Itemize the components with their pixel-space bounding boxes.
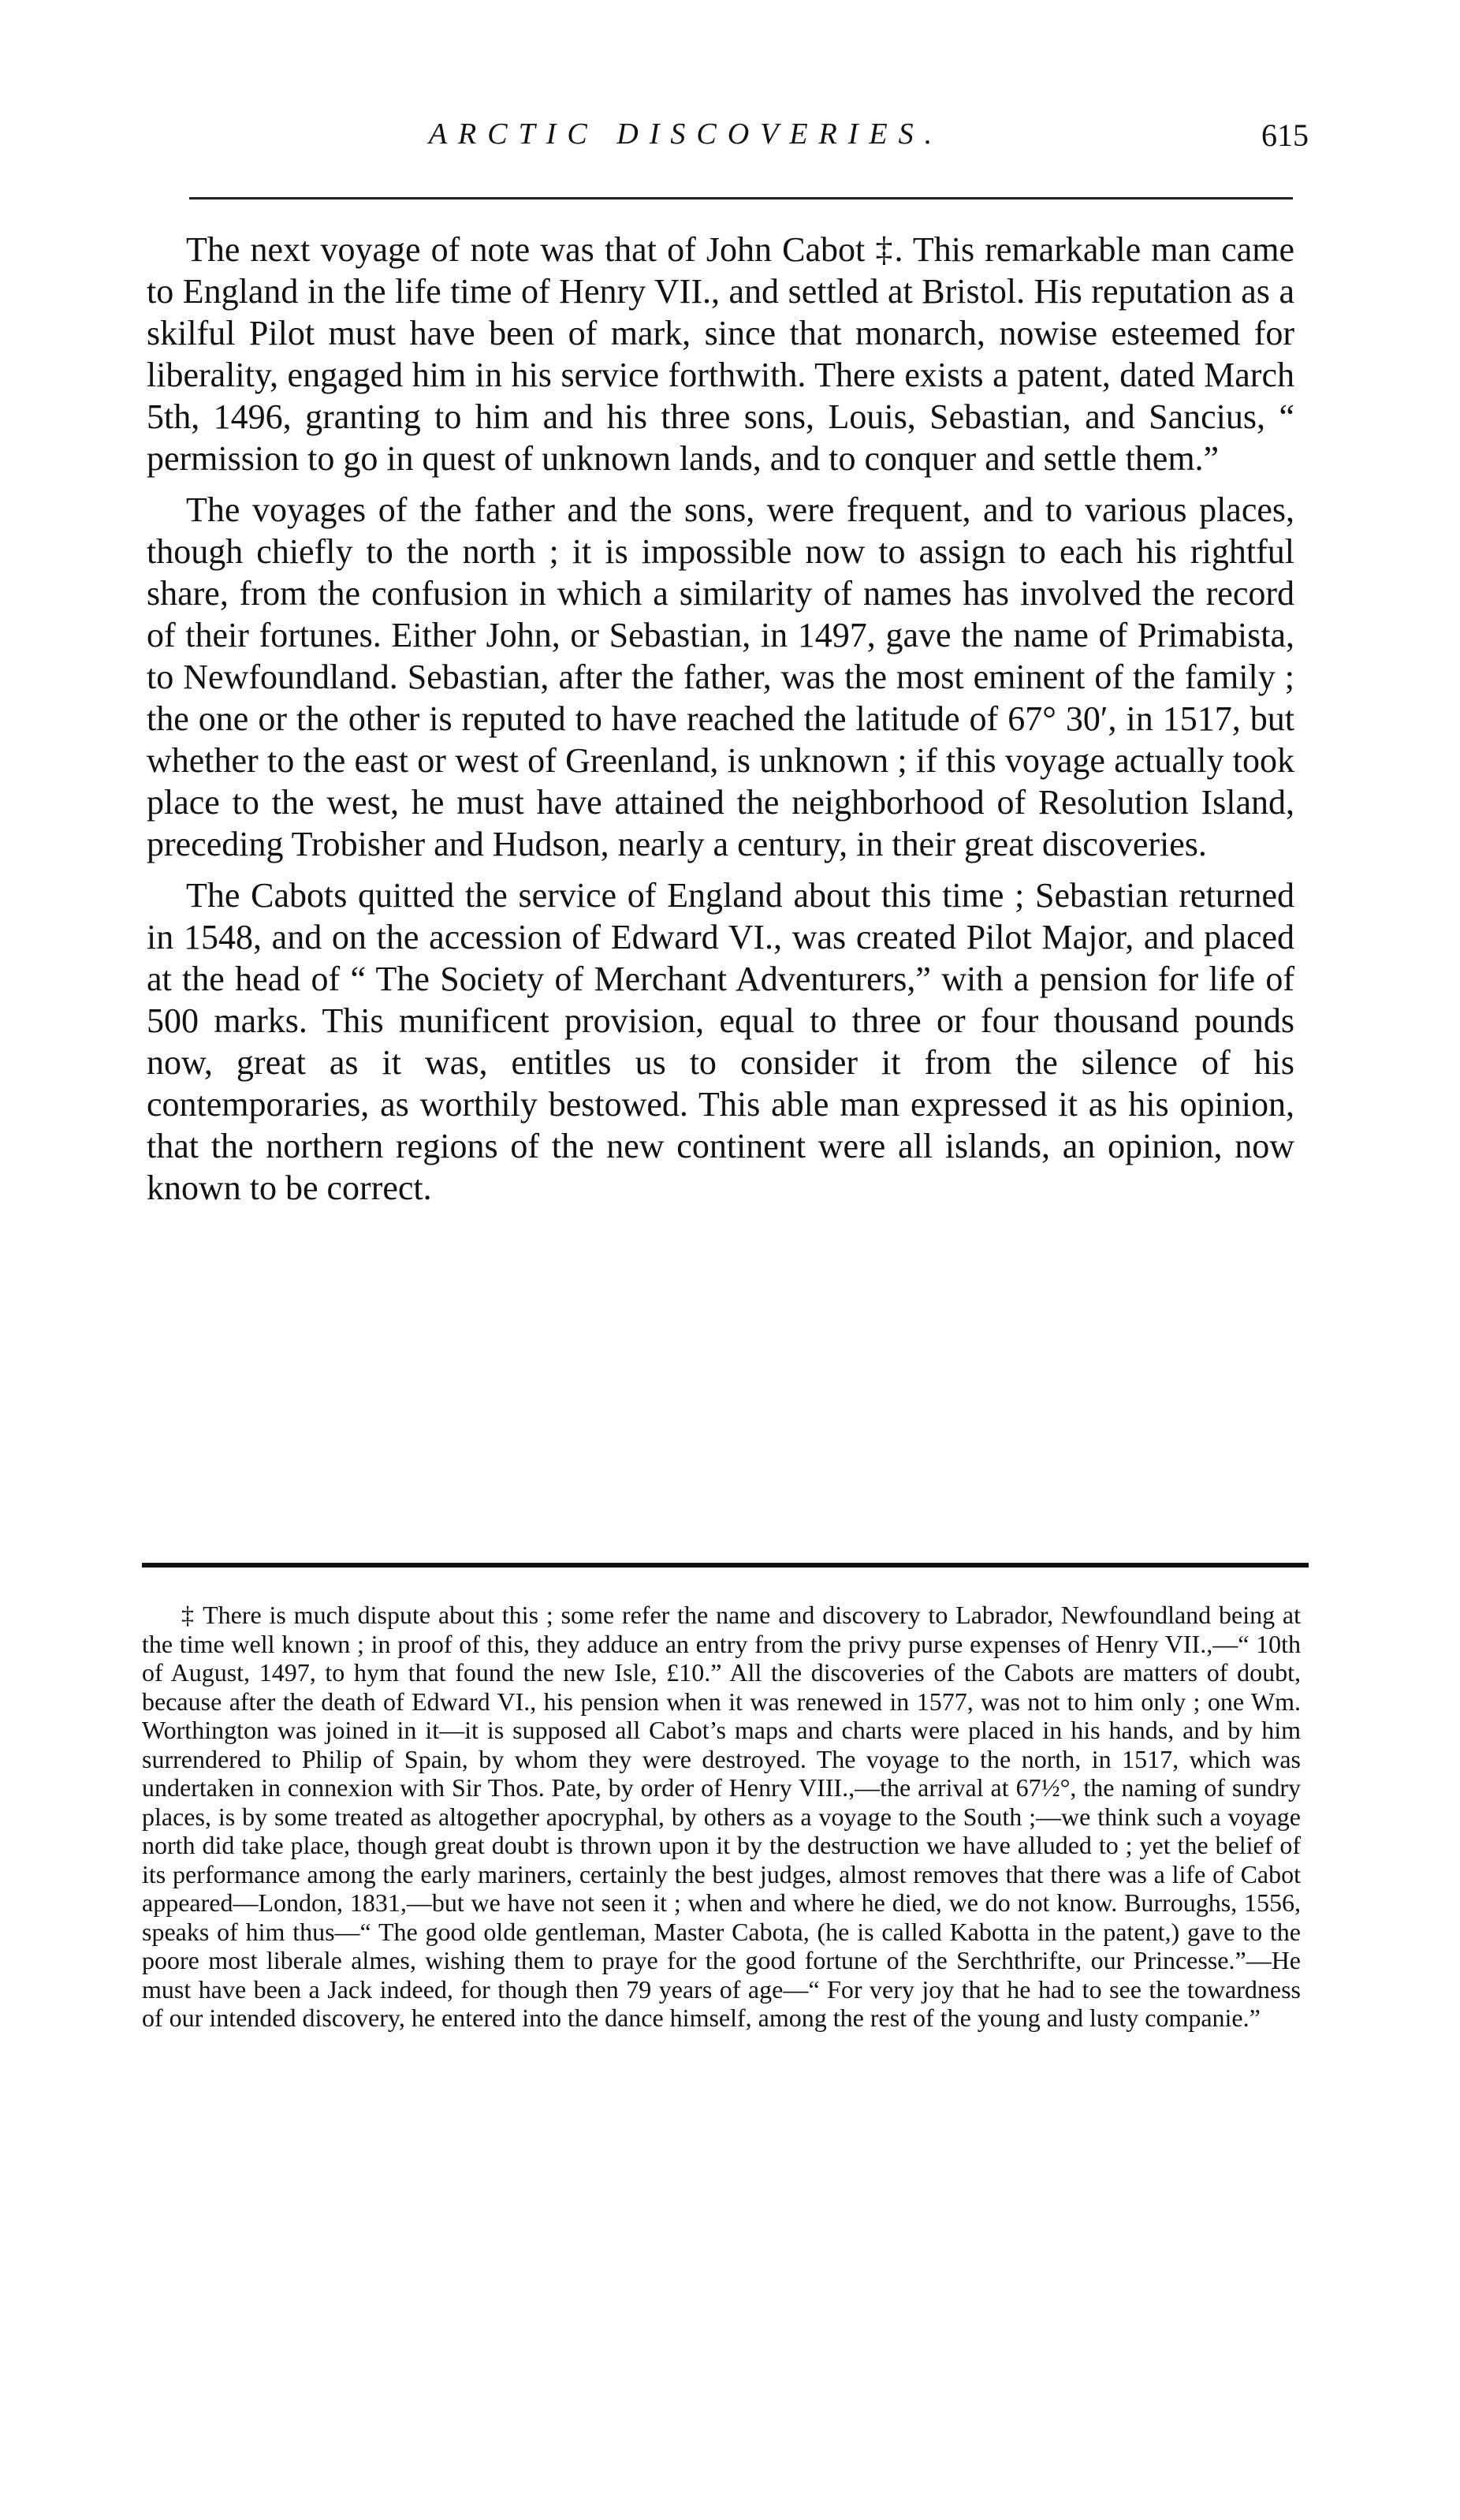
header-rule	[189, 197, 1293, 199]
paragraph-1: The next voyage of note was that of John Cabot ‡. This remarkable man came to England in the life time of Henry VII., and settled at Bristol. His reputation as a skilful Pilot must have been of mark, since that monarch, nowise esteemed for liberality, engaged him in his service forthwith. There exists a patent, dated March 5th, 1496, granting to him and his three sons, Louis, Sebastian, and Sancius, “ permission to go in quest of unknown lands, and to conquer and settle them.”	[147, 230, 1294, 478]
main-text	[147, 229, 1294, 1218]
page-number: 615	[1261, 117, 1309, 153]
footnote-rule	[142, 1563, 1309, 1568]
page-header	[142, 117, 1309, 164]
footnote-text: ‡ There is much dispute about this ; some refer the name and discovery to Labrador, Newfoundland being at the time well known ; in proof of this, they adduce an entry from the privy purse expenses of Henry VII.,—“ 10th of August, 1497, to hym that found the new Isle, £10.” All the discoveries of the Cabots are matters of doubt, because after the death of Edward VI., his pension when it was renewed in 1577, was not to him only ; one Wm. Worthington was joined in it—it is supposed all Cabot’s maps and charts were placed in his hands, and by him surrendered to Philip of Spain, by whom they were destroyed. The voyage to the north, in 1517, which was undertaken in connexion with Sir Thos. Pate, by order of Henry VIII.,—the arrival at 67½°, the naming of sundry places, is by some treated as altogether apocryphal, by others as a voyage to the South ;—we think such a voyage north did take place, though great doubt is thrown upon it by the destruction we have alluded to ; yet the belief of its performance among the early mariners, certainly the best judges, almost removes that there was a life of Cabot appeared—London, 1831,—but we have not seen it ; when and where he died, we do not know. Burroughs, 1556, speaks of him thus—“ The good olde gentleman, Master Cabota, (he is called Kabotta in the patent,) gave to the poore most liberale almes, wishing them to praye for the good fortune of the Serchthrifte, our Princesse.”—He must have been a Jack indeed, for though then 79 years of age—“ For very joy that he had to see the towardness of our intended discovery, he entered into the dance himself, among the rest of the young and lusty companie.”	[142, 1601, 1301, 2032]
footnote	[142, 1601, 1301, 2033]
paragraph-2: The voyages of the father and the sons, were frequent, and to various places, though chiefly to the north ; it is impossible now to assign to each his rightful share, from the confusion in which a similarity of names has involved the record of their fortunes. Either John, or Sebastian, in 1497, gave the name of Primabista, to Newfoundland. Sebastian, after the father, was the most eminent of the family ; the one or the other is reputed to have reached the latitude of 67° 30′, in 1517, but whether to the east or west of Greenland, is unknown ; if this voyage actually took place to the west, he must have attained the neighborhood of Resolution Island, preceding Trobisher and Hudson, nearly a century, in their great discoveries.	[147, 490, 1294, 863]
running-head: ARCTIC DISCOVERIES.	[428, 117, 944, 151]
paragraph-3: The Cabots quitted the service of England about this time ; Sebastian returned in 1548, and on the accession of Edward VI., was created Pilot Major, and placed at the head of “ The Society of Merchant Adventurers,” with a pension for life of 500 marks. This munificent provision, equal to three or four thousand pounds now, great as it was, entitles us to consider it from the silence of his contemporaries, as worthily bestowed. This able man expressed it as his opinion, that the northern regions of the new continent were all islands, an opinion, now known to be correct.	[147, 876, 1294, 1207]
